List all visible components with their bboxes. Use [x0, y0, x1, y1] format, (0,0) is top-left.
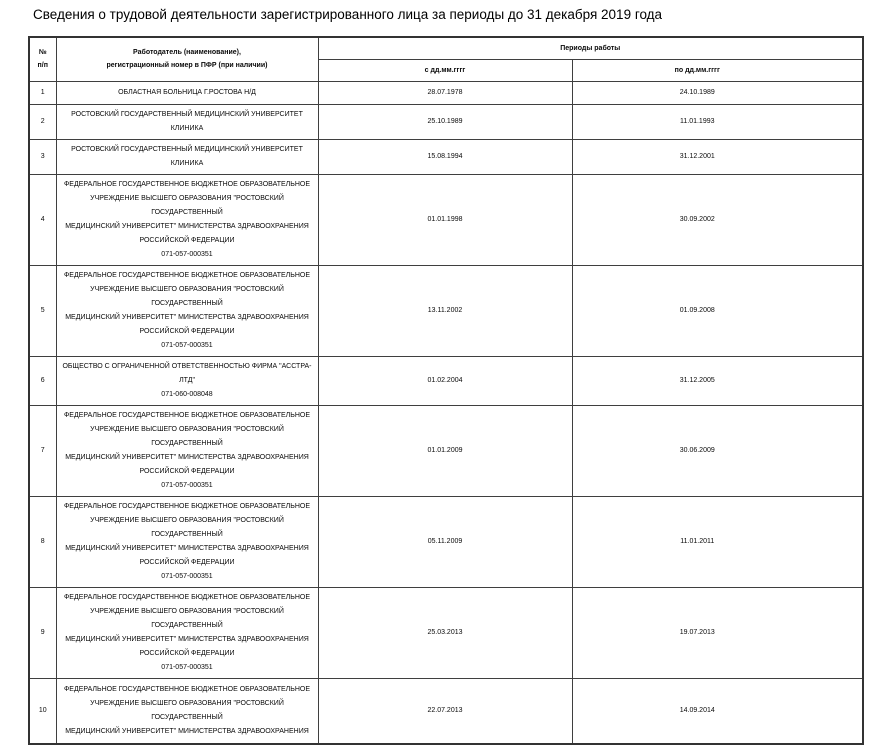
employer-cell	[56, 587, 318, 678]
period-from-cell: 13.11.2002	[318, 265, 572, 356]
employer-line: МЕДИЦИНСКИЙ УНИВЕРСИТЕТ" МИНИСТЕРСТВА ЗДРАВООХРАНЕНИЯ	[65, 635, 309, 643]
employer-line: МЕДИЦИНСКИЙ УНИВЕРСИТЕТ" МИНИСТЕРСТВА ЗДРАВООХРАНЕНИЯ	[65, 222, 309, 230]
header-row-top	[29, 37, 863, 59]
employer-line: МЕДИЦИНСКИЙ УНИВЕРСИТЕТ" МИНИСТЕРСТВА ЗДРАВООХРАНЕНИЯ	[65, 544, 309, 552]
period-to-cell: 30.09.2002	[572, 174, 863, 265]
employer-line: УЧРЕЖДЕНИЕ ВЫСШЕГО ОБРАЗОВАНИЯ "РОСТОВСКИЙ ГОСУДАРСТВЕННЫЙ	[90, 425, 284, 447]
column-header-number-line1: №	[38, 49, 47, 57]
row-number-cell: 10	[29, 678, 56, 744]
table-row	[29, 678, 863, 744]
employer-line: ФЕДЕРАЛЬНОЕ ГОСУДАРСТВЕННОЕ БЮДЖЕТНОЕ ОБРАЗОВАТЕЛЬНОЕ	[63, 502, 311, 510]
column-header-employer	[56, 37, 318, 81]
period-to-cell: 14.09.2014	[572, 678, 863, 744]
employer-line: ОБЛАСТНАЯ БОЛЬНИЦА Г.РОСТОВА Н/Д	[118, 88, 256, 96]
column-header-number	[29, 37, 56, 81]
employer-line: ОБЩЕСТВО С ОГРАНИЧЕННОЙ ОТВЕТСТВЕННОСТЬЮ ФИРМА "АССТРА-ЛТД"	[62, 362, 312, 384]
table-row	[29, 405, 863, 496]
row-number-cell: 6	[29, 356, 56, 405]
employer-line: УЧРЕЖДЕНИЕ ВЫСШЕГО ОБРАЗОВАНИЯ "РОСТОВСКИЙ ГОСУДАРСТВЕННЫЙ	[90, 194, 284, 216]
row-number-cell: 5	[29, 265, 56, 356]
table-row	[29, 104, 863, 139]
table-row	[29, 265, 863, 356]
employer-line: УЧРЕЖДЕНИЕ ВЫСШЕГО ОБРАЗОВАНИЯ "РОСТОВСКИЙ ГОСУДАРСТВЕННЫЙ	[90, 285, 284, 307]
employer-cell	[56, 139, 318, 174]
employer-line: РОССИЙСКОЙ ФЕДЕРАЦИИ	[139, 467, 235, 475]
column-header-work-periods: Периоды работы	[318, 37, 863, 59]
row-number-cell: 1	[29, 81, 56, 104]
row-number-cell: 7	[29, 405, 56, 496]
row-number-cell: 9	[29, 587, 56, 678]
employer-line: ФЕДЕРАЛЬНОЕ ГОСУДАРСТВЕННОЕ БЮДЖЕТНОЕ ОБРАЗОВАТЕЛЬНОЕ	[63, 271, 311, 279]
period-to-cell: 11.01.1993	[572, 104, 863, 139]
table-row	[29, 356, 863, 405]
period-to-cell: 30.06.2009	[572, 405, 863, 496]
period-from-cell: 15.08.1994	[318, 139, 572, 174]
row-number-cell: 2	[29, 104, 56, 139]
table-row	[29, 587, 863, 678]
period-to-cell: 31.12.2001	[572, 139, 863, 174]
table-row	[29, 81, 863, 104]
column-header-period-to: по дд.мм.гггг	[572, 59, 863, 81]
period-from-cell: 05.11.2009	[318, 496, 572, 587]
employer-cell	[56, 356, 318, 405]
table-row	[29, 174, 863, 265]
period-to-cell: 24.10.1989	[572, 81, 863, 104]
employer-cell	[56, 678, 318, 744]
employer-line: ФЕДЕРАЛЬНОЕ ГОСУДАРСТВЕННОЕ БЮДЖЕТНОЕ ОБРАЗОВАТЕЛЬНОЕ	[63, 593, 311, 601]
row-number-cell: 8	[29, 496, 56, 587]
period-to-cell: 01.09.2008	[572, 265, 863, 356]
employer-cell	[56, 81, 318, 104]
employment-history-table	[28, 36, 864, 745]
employer-line: МЕДИЦИНСКИЙ УНИВЕРСИТЕТ" МИНИСТЕРСТВА ЗДРАВООХРАНЕНИЯ	[65, 453, 309, 461]
employer-line: 071-060-008048	[161, 390, 213, 398]
employer-cell	[56, 405, 318, 496]
table-row	[29, 496, 863, 587]
employer-line: МЕДИЦИНСКИЙ УНИВЕРСИТЕТ" МИНИСТЕРСТВА ЗДРАВООХРАНЕНИЯ	[65, 313, 309, 321]
period-from-cell: 01.01.1998	[318, 174, 572, 265]
period-from-cell: 22.07.2013	[318, 678, 572, 744]
employer-cell	[56, 174, 318, 265]
employer-line: 071-057-000351	[161, 481, 213, 489]
employer-line: 071-057-000351	[161, 250, 213, 258]
table-row	[29, 139, 863, 174]
period-to-cell: 31.12.2005	[572, 356, 863, 405]
employer-line: РОССИЙСКОЙ ФЕДЕРАЦИИ	[139, 327, 235, 335]
table-viewport	[28, 36, 868, 735]
row-number-cell: 4	[29, 174, 56, 265]
employer-cell	[56, 496, 318, 587]
employer-line: УЧРЕЖДЕНИЕ ВЫСШЕГО ОБРАЗОВАНИЯ "РОСТОВСКИЙ ГОСУДАРСТВЕННЫЙ	[90, 607, 284, 629]
employer-line: РОСТОВСКИЙ ГОСУДАРСТВЕННЫЙ МЕДИЦИНСКИЙ УНИВЕРСИТЕТ КЛИНИКА	[71, 145, 303, 167]
table-header	[29, 37, 863, 81]
column-header-employer-line1: Работодатель (наименование),	[133, 49, 241, 57]
column-header-number-line2: п/п	[37, 62, 48, 70]
employer-line: ФЕДЕРАЛЬНОЕ ГОСУДАРСТВЕННОЕ БЮДЖЕТНОЕ ОБРАЗОВАТЕЛЬНОЕ	[63, 685, 311, 693]
period-from-cell: 01.01.2009	[318, 405, 572, 496]
employer-line: РОССИЙСКОЙ ФЕДЕРАЦИИ	[139, 649, 235, 657]
employer-line: 071-057-000351	[161, 572, 213, 580]
employer-cell	[56, 104, 318, 139]
employer-line: 071-057-000351	[161, 341, 213, 349]
employer-line: 071-057-000351	[161, 663, 213, 671]
page-title: Сведения о трудовой деятельности зарегистрированного лица за периоды до 31 декабря 2019 года	[33, 7, 663, 22]
employer-line: ФЕДЕРАЛЬНОЕ ГОСУДАРСТВЕННОЕ БЮДЖЕТНОЕ ОБРАЗОВАТЕЛЬНОЕ	[63, 411, 311, 419]
column-header-employer-line2: регистрационный номер в ПФР (при наличии)	[106, 62, 268, 70]
employer-line: РОССИЙСКОЙ ФЕДЕРАЦИИ	[139, 236, 235, 244]
column-header-period-from: с дд.мм.гггг	[318, 59, 572, 81]
period-from-cell: 28.07.1978	[318, 81, 572, 104]
employer-cell	[56, 265, 318, 356]
employer-line: ФЕДЕРАЛЬНОЕ ГОСУДАРСТВЕННОЕ БЮДЖЕТНОЕ ОБРАЗОВАТЕЛЬНОЕ	[63, 180, 311, 188]
period-to-cell: 19.07.2013	[572, 587, 863, 678]
employer-line: УЧРЕЖДЕНИЕ ВЫСШЕГО ОБРАЗОВАНИЯ "РОСТОВСКИЙ ГОСУДАРСТВЕННЫЙ	[90, 516, 284, 538]
employer-line: РОССИЙСКОЙ ФЕДЕРАЦИИ	[139, 558, 235, 566]
period-from-cell: 25.03.2013	[318, 587, 572, 678]
row-number-cell: 3	[29, 139, 56, 174]
employment-table-body	[29, 81, 863, 744]
period-from-cell: 01.02.2004	[318, 356, 572, 405]
period-from-cell: 25.10.1989	[318, 104, 572, 139]
employer-line: УЧРЕЖДЕНИЕ ВЫСШЕГО ОБРАЗОВАНИЯ "РОСТОВСКИЙ ГОСУДАРСТВЕННЫЙ	[90, 699, 284, 721]
employer-line: РОСТОВСКИЙ ГОСУДАРСТВЕННЫЙ МЕДИЦИНСКИЙ УНИВЕРСИТЕТ КЛИНИКА	[71, 110, 303, 132]
period-to-cell: 11.01.2011	[572, 496, 863, 587]
employer-line: МЕДИЦИНСКИЙ УНИВЕРСИТЕТ" МИНИСТЕРСТВА ЗДРАВООХРАНЕНИЯ	[65, 727, 309, 735]
